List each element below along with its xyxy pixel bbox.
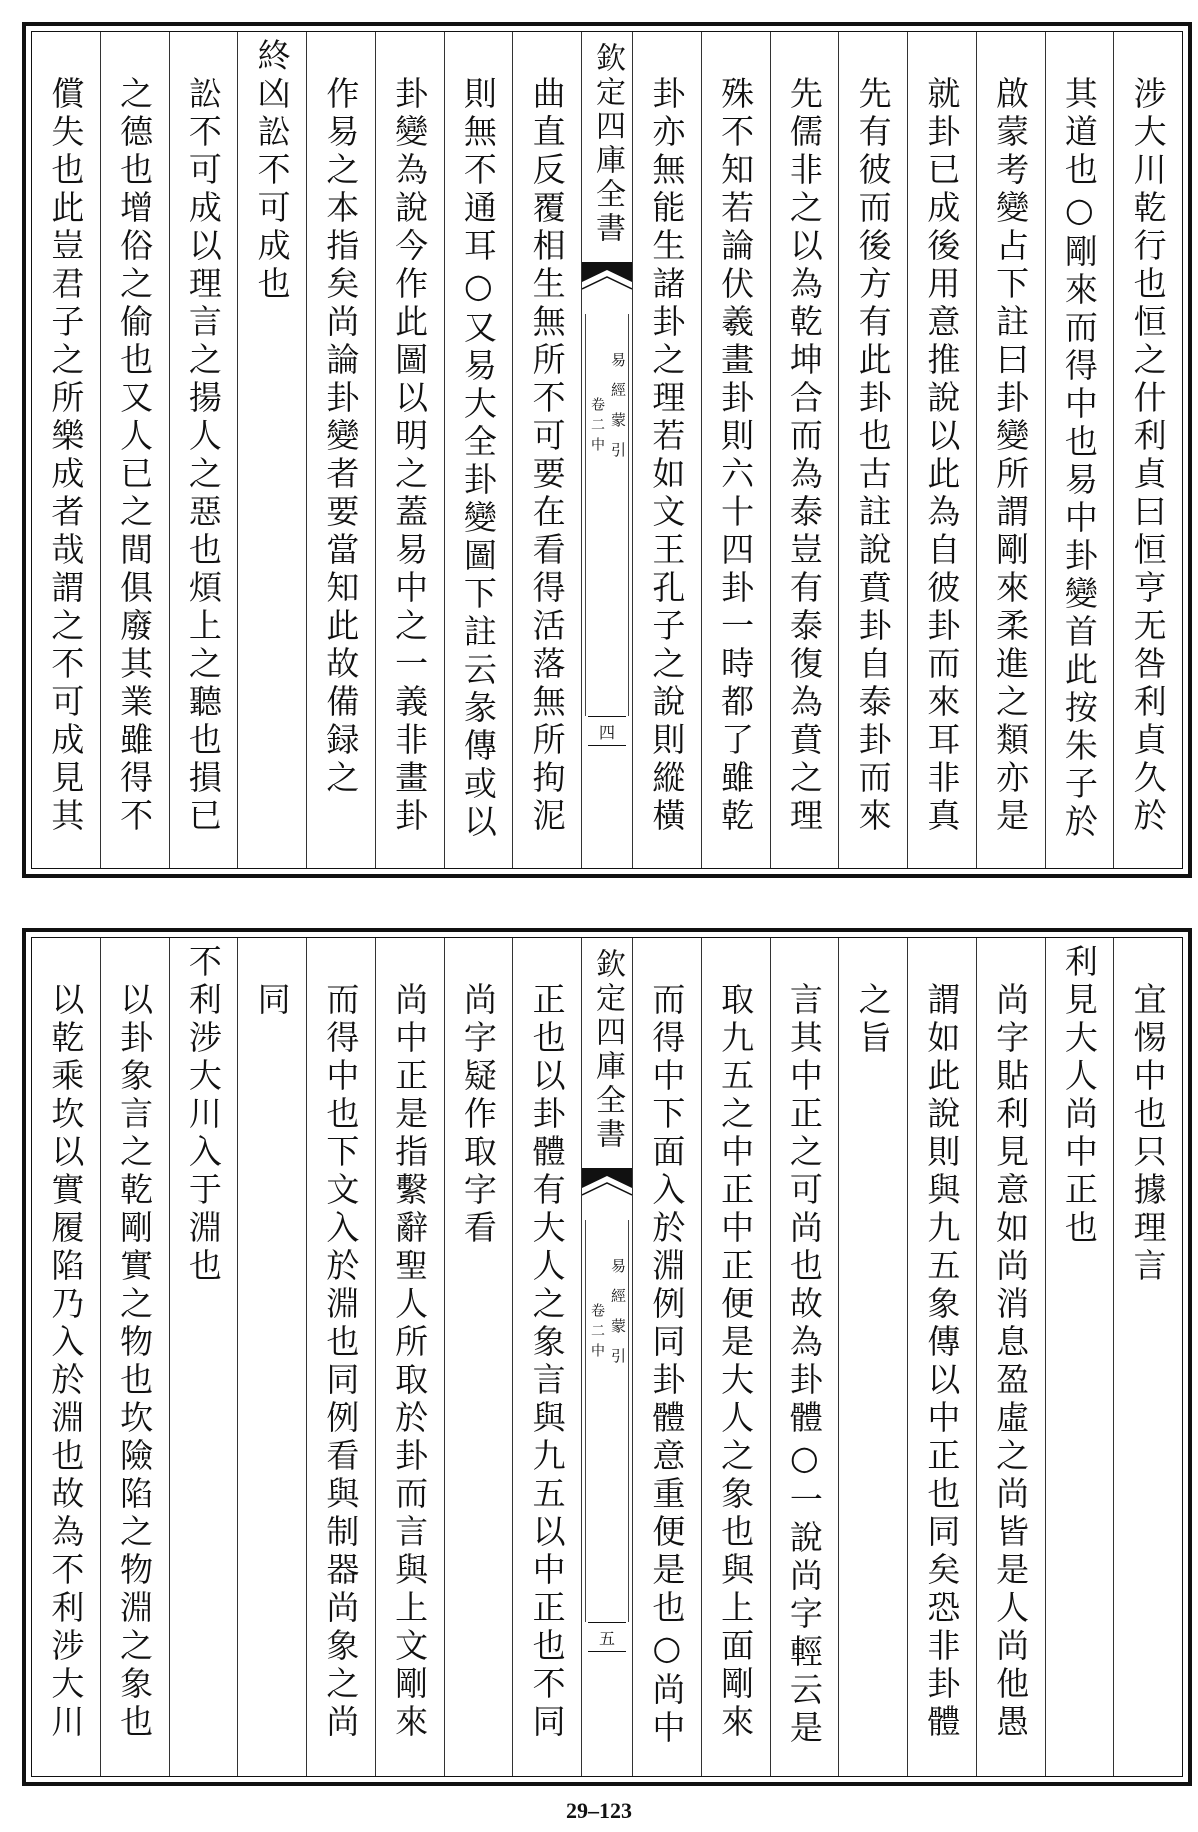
center-column [581,32,632,868]
column-text: 同 [252,982,292,1020]
text-column [976,32,1045,868]
page-panel-top [22,22,1192,878]
column-text: 卦亦無能生諸卦之理若如文王孔子之說則縱橫 [647,76,687,836]
text-column [444,938,513,1776]
text-column [512,938,581,1776]
center-guide-line [585,314,586,716]
text-column [169,938,238,1776]
panel-inner-frame [31,31,1183,869]
column-text: 償失也此豈君子之所樂成者哉謂之不可成見其 [46,76,86,836]
column-text: 卦變為說今作此圖以明之蓋易中之一義非畫卦 [390,76,430,836]
text-column [907,32,976,868]
column-text: 先儒非之以為乾坤合而為泰豈有泰復為賁之理 [784,76,824,836]
fish-tail-ornament [582,1168,632,1218]
column-text: 利見大人尚中正也 [1059,944,1099,1248]
text-column [100,938,169,1776]
text-column [32,32,100,868]
panel-inner-frame [31,937,1183,1777]
text-column [237,938,306,1776]
book-title: 欽定四庫全書 [590,42,625,246]
text-column [306,938,375,1776]
column-text: 以乾乘坎以實履陷乃入於淵也故為不利涉大川 [46,982,86,1742]
page-number: 五 [588,1622,626,1652]
text-column [1113,32,1182,868]
column-text: 終凶訟不可成也 [252,38,292,304]
book-title-box [582,32,632,260]
text-column [838,938,907,1776]
text-column [375,32,444,868]
text-column [100,32,169,868]
center-column [581,938,632,1776]
text-column [770,32,839,868]
column-text: 則無不通耳○又易大全卦變圖下註云彖傳或以 [458,76,498,842]
column-text: 以卦象言之乾剛實之物也坎險陷之物淵之象也 [115,982,155,1742]
volume-label: 卷二中 [589,1303,605,1363]
page-panel-bottom [22,928,1192,1786]
volume-label: 卷二中 [589,397,605,457]
column-text: 作易之本指矣尚論卦變者要當知此故備録之 [321,76,361,798]
column-text: 取九五之中正中正便是大人之象也與上面剛來 [716,982,756,1742]
column-text: 尚中正是指繫辭聖人所取於卦而言與上文剛來 [390,982,430,1742]
column-text: 尚字疑作取字看 [458,982,498,1248]
column-text: 涉大川乾行也恒之什利貞曰恒亨无咎利貞久於 [1128,76,1168,836]
column-text: 正也以卦體有大人之象言與九五以中正也不同 [527,982,567,1742]
text-column [512,32,581,868]
page-number: 四 [588,716,626,746]
book-title-box [582,938,632,1166]
page-reference: 29–123 [566,1798,632,1823]
column-text: 尚字貼利見意如尚消息盈虛之尚皆是人尚他愚 [991,982,1031,1742]
column-text: 就卦已成後用意推說以此為自彼卦而來耳非真 [922,76,962,836]
text-column [1045,32,1114,868]
column-text: 之德也增俗之偷也又人已之間俱廢其業雖得不 [115,76,155,836]
column-text: 曲直反覆相生無所不可要在看得活落無所拘泥 [527,76,567,836]
text-column [701,32,770,868]
column-text: 宜惕中也只據理言 [1128,982,1168,1286]
text-column [444,32,513,868]
column-text: 其道也○剛來而得中也易中卦變首此按朱子於 [1059,76,1099,842]
center-guide-line [628,1220,629,1622]
column-text: 訟不可成以理言之揚人之惡也煩上之聽也損已 [183,76,223,836]
text-column [1113,938,1182,1776]
column-text: 而得中下面入於淵例同卦體意重便是也○尚中 [647,982,687,1748]
text-column [838,32,907,868]
text-column [770,938,839,1776]
book-name: 易經蒙引 [609,352,627,472]
center-guide-line [585,1220,586,1622]
text-column [32,938,100,1776]
column-text: 啟蒙考變占下註曰卦變所謂剛來柔進之類亦是 [991,76,1031,836]
text-column [907,938,976,1776]
text-column [306,32,375,868]
text-column [632,32,701,868]
text-column [701,938,770,1776]
column-text: 之旨 [853,982,893,1058]
column-text: 不利涉大川入于淵也 [183,944,223,1286]
column-text: 殊不知若論伏羲畫卦則六十四卦一時都了雖乾 [716,76,756,836]
column-text: 謂如此說則與九五象傳以中正也同矣恐非卦體 [922,982,962,1742]
column-text: 言其中正之可尚也故為卦體○一說尚字輕云是 [784,982,824,1748]
column-text: 而得中也下文入於淵也同例看與制器尚象之尚 [321,982,361,1742]
text-column [375,938,444,1776]
text-column [169,32,238,868]
text-column [237,32,306,868]
book-title: 欽定四庫全書 [590,948,625,1152]
center-guide-line [628,314,629,716]
text-column [632,938,701,1776]
text-column [1045,938,1114,1776]
fish-tail-ornament [582,262,632,312]
text-column [976,938,1045,1776]
column-text: 先有彼而後方有此卦也古註說賁卦自泰卦而來 [853,76,893,836]
book-name: 易經蒙引 [609,1258,627,1378]
